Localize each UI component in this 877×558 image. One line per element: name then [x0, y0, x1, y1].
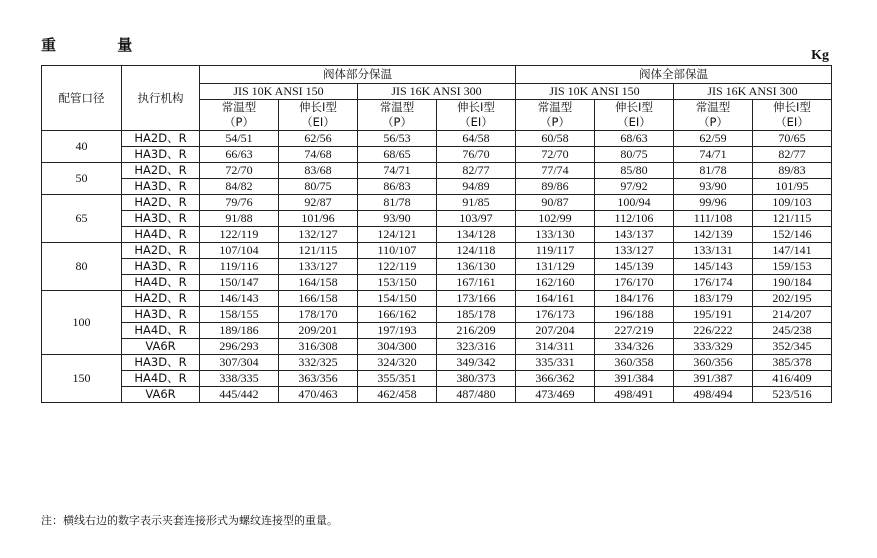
- weight-cell: 416/409: [753, 371, 832, 387]
- weight-cell: 68/63: [595, 131, 674, 147]
- header-type-extended: 伸长Ⅰ型: [279, 100, 358, 116]
- weight-cell: 363/356: [279, 371, 358, 387]
- header-group-partial-insulation: 阀体部分保温: [200, 66, 516, 84]
- header-type-normal-code: （P）: [358, 115, 437, 131]
- header-type-extended: 伸长Ⅰ型: [595, 100, 674, 116]
- header-pipe-diameter: 配管口径: [42, 66, 122, 131]
- weight-cell: 391/384: [595, 371, 674, 387]
- weight-cell: 176/173: [516, 307, 595, 323]
- weight-cell: 131/129: [516, 259, 595, 275]
- weight-cell: 62/59: [674, 131, 753, 147]
- weight-cell: 92/87: [279, 195, 358, 211]
- weight-cell: 207/204: [516, 323, 595, 339]
- header-type-normal: 常温型: [674, 100, 753, 116]
- header-type-normal: 常温型: [358, 100, 437, 116]
- weight-cell: 145/143: [674, 259, 753, 275]
- weight-cell: 136/130: [437, 259, 516, 275]
- table-row: [42, 387, 832, 403]
- weight-cell: 84/82: [200, 179, 279, 195]
- weight-cell: 76/70: [437, 147, 516, 163]
- weight-cell: 142/139: [674, 227, 753, 243]
- actuator-cell: HA3D、R: [122, 307, 200, 323]
- weight-cell: 101/95: [753, 179, 832, 195]
- header-type-extended: 伸长Ⅰ型: [437, 100, 516, 116]
- unit-label: Kg: [811, 48, 829, 63]
- weight-cell: 72/70: [200, 163, 279, 179]
- weight-cell: 183/179: [674, 291, 753, 307]
- weight-cell: 176/174: [674, 275, 753, 291]
- table-row: [42, 195, 832, 211]
- actuator-cell: HA2D、R: [122, 291, 200, 307]
- weight-cell: 134/128: [437, 227, 516, 243]
- weight-cell: 86/83: [358, 179, 437, 195]
- weight-cell: 380/373: [437, 371, 516, 387]
- weight-cell: 153/150: [358, 275, 437, 291]
- weight-cell: 334/326: [595, 339, 674, 355]
- weight-cell: 154/150: [358, 291, 437, 307]
- header-type-extended-code: （EⅠ）: [437, 115, 516, 131]
- actuator-cell: HA4D、R: [122, 275, 200, 291]
- weight-cell: 226/222: [674, 323, 753, 339]
- weight-cell: 314/311: [516, 339, 595, 355]
- weight-cell: 178/170: [279, 307, 358, 323]
- table-row: [42, 371, 832, 387]
- weight-cell: 152/146: [753, 227, 832, 243]
- footnote: 注：横线右边的数字表示夹套连接形式为螺纹连接型的重量。: [41, 514, 338, 527]
- weight-cell: 72/70: [516, 147, 595, 163]
- weight-table: [41, 65, 832, 403]
- weight-cell: 158/155: [200, 307, 279, 323]
- weight-cell: 167/161: [437, 275, 516, 291]
- table-row: [42, 179, 832, 195]
- actuator-cell: HA3D、R: [122, 355, 200, 371]
- header-rating: JIS 10K ANSI 150: [516, 84, 674, 100]
- weight-cell: 82/77: [437, 163, 516, 179]
- weight-cell: 121/115: [279, 243, 358, 259]
- weight-cell: 90/87: [516, 195, 595, 211]
- weight-cell: 304/300: [358, 339, 437, 355]
- weight-cell: 68/65: [358, 147, 437, 163]
- weight-cell: 91/88: [200, 211, 279, 227]
- weight-cell: 85/80: [595, 163, 674, 179]
- table-row: [42, 211, 832, 227]
- weight-cell: 119/117: [516, 243, 595, 259]
- pipe-diameter-cell: 80: [42, 243, 122, 291]
- weight-cell: 83/68: [279, 163, 358, 179]
- table-row: [42, 291, 832, 307]
- weight-cell: 227/219: [595, 323, 674, 339]
- weight-cell: 74/68: [279, 147, 358, 163]
- actuator-cell: HA3D、R: [122, 147, 200, 163]
- table-header: [42, 66, 832, 131]
- header-type-normal-code: （P）: [516, 115, 595, 131]
- weight-cell: 145/139: [595, 259, 674, 275]
- weight-cell: 355/351: [358, 371, 437, 387]
- weight-cell: 133/130: [516, 227, 595, 243]
- weight-cell: 99/96: [674, 195, 753, 211]
- header-rating: JIS 10K ANSI 150: [200, 84, 358, 100]
- weight-cell: 360/356: [674, 355, 753, 371]
- weight-cell: 62/56: [279, 131, 358, 147]
- weight-cell: 54/51: [200, 131, 279, 147]
- table-row: [42, 227, 832, 243]
- weight-cell: 66/63: [200, 147, 279, 163]
- actuator-cell: HA2D、R: [122, 243, 200, 259]
- header-group-full-insulation: 阀体全部保温: [516, 66, 832, 84]
- table-row: [42, 131, 832, 147]
- table-row: [42, 323, 832, 339]
- weight-cell: 70/65: [753, 131, 832, 147]
- weight-cell: 124/118: [437, 243, 516, 259]
- weight-cell: 323/316: [437, 339, 516, 355]
- weight-cell: 60/58: [516, 131, 595, 147]
- actuator-cell: HA3D、R: [122, 179, 200, 195]
- weight-cell: 498/494: [674, 387, 753, 403]
- weight-cell: 245/238: [753, 323, 832, 339]
- weight-cell: 162/160: [516, 275, 595, 291]
- weight-cell: 81/78: [674, 163, 753, 179]
- weight-cell: 462/458: [358, 387, 437, 403]
- actuator-cell: HA4D、R: [122, 371, 200, 387]
- weight-cell: 176/170: [595, 275, 674, 291]
- table-row: [42, 355, 832, 371]
- weight-cell: 93/90: [674, 179, 753, 195]
- actuator-cell: HA3D、R: [122, 211, 200, 227]
- header-type-extended: 伸长Ⅰ型: [753, 100, 832, 116]
- table-body: [42, 131, 832, 403]
- weight-cell: 360/358: [595, 355, 674, 371]
- actuator-cell: VA6R: [122, 387, 200, 403]
- weight-cell: 214/207: [753, 307, 832, 323]
- weight-cell: 93/90: [358, 211, 437, 227]
- header-type-normal-code: （P）: [200, 115, 279, 131]
- weight-cell: 185/178: [437, 307, 516, 323]
- weight-cell: 64/58: [437, 131, 516, 147]
- weight-cell: 74/71: [358, 163, 437, 179]
- weight-cell: 316/308: [279, 339, 358, 355]
- table-row: [42, 307, 832, 323]
- weight-cell: 79/76: [200, 195, 279, 211]
- weight-cell: 335/331: [516, 355, 595, 371]
- table-row: [42, 147, 832, 163]
- weight-cell: 352/345: [753, 339, 832, 355]
- pipe-diameter-cell: 40: [42, 131, 122, 163]
- weight-cell: 143/137: [595, 227, 674, 243]
- weight-cell: 338/335: [200, 371, 279, 387]
- header-rating: JIS 16K ANSI 300: [674, 84, 832, 100]
- weight-cell: 159/153: [753, 259, 832, 275]
- actuator-cell: VA6R: [122, 339, 200, 355]
- weight-cell: 110/107: [358, 243, 437, 259]
- weight-cell: 164/161: [516, 291, 595, 307]
- actuator-cell: HA2D、R: [122, 163, 200, 179]
- weight-cell: 190/184: [753, 275, 832, 291]
- header-type-extended-code: （EⅠ）: [595, 115, 674, 131]
- weight-cell: 487/480: [437, 387, 516, 403]
- pipe-diameter-cell: 65: [42, 195, 122, 243]
- weight-cell: 333/329: [674, 339, 753, 355]
- weight-cell: 166/158: [279, 291, 358, 307]
- table-row: [42, 259, 832, 275]
- weight-cell: 111/108: [674, 211, 753, 227]
- weight-cell: 77/74: [516, 163, 595, 179]
- weight-cell: 184/176: [595, 291, 674, 307]
- weight-cell: 101/96: [279, 211, 358, 227]
- actuator-cell: HA4D、R: [122, 323, 200, 339]
- weight-cell: 107/104: [200, 243, 279, 259]
- weight-cell: 470/463: [279, 387, 358, 403]
- weight-cell: 97/92: [595, 179, 674, 195]
- actuator-cell: HA2D、R: [122, 131, 200, 147]
- header-rating: JIS 16K ANSI 300: [358, 84, 516, 100]
- header-type-normal-code: （P）: [674, 115, 753, 131]
- weight-cell: 80/75: [595, 147, 674, 163]
- weight-cell: 112/106: [595, 211, 674, 227]
- weight-cell: 385/378: [753, 355, 832, 371]
- weight-cell: 498/491: [595, 387, 674, 403]
- weight-cell: 133/127: [595, 243, 674, 259]
- actuator-cell: HA2D、R: [122, 195, 200, 211]
- weight-cell: 74/71: [674, 147, 753, 163]
- weight-cell: 132/127: [279, 227, 358, 243]
- weight-cell: 332/325: [279, 355, 358, 371]
- weight-cell: 523/516: [753, 387, 832, 403]
- weight-cell: 473/469: [516, 387, 595, 403]
- pipe-diameter-cell: 50: [42, 163, 122, 195]
- weight-cell: 164/158: [279, 275, 358, 291]
- weight-cell: 307/304: [200, 355, 279, 371]
- weight-cell: 216/209: [437, 323, 516, 339]
- pipe-diameter-cell: 100: [42, 291, 122, 355]
- weight-cell: 146/143: [200, 291, 279, 307]
- weight-cell: 94/89: [437, 179, 516, 195]
- weight-cell: 82/77: [753, 147, 832, 163]
- weight-cell: 445/442: [200, 387, 279, 403]
- weight-cell: 91/85: [437, 195, 516, 211]
- weight-cell: 89/86: [516, 179, 595, 195]
- weight-cell: 150/147: [200, 275, 279, 291]
- header-actuator: 执行机构: [122, 66, 200, 131]
- weight-cell: 122/119: [200, 227, 279, 243]
- weight-cell: 349/342: [437, 355, 516, 371]
- weight-cell: 296/293: [200, 339, 279, 355]
- weight-cell: 209/201: [279, 323, 358, 339]
- weight-cell: 324/320: [358, 355, 437, 371]
- actuator-cell: HA4D、R: [122, 227, 200, 243]
- weight-cell: 56/53: [358, 131, 437, 147]
- table-row: [42, 275, 832, 291]
- weight-cell: 147/141: [753, 243, 832, 259]
- weight-cell: 196/188: [595, 307, 674, 323]
- weight-cell: 195/191: [674, 307, 753, 323]
- table-row: [42, 339, 832, 355]
- weight-cell: 202/195: [753, 291, 832, 307]
- weight-cell: 102/99: [516, 211, 595, 227]
- weight-cell: 103/97: [437, 211, 516, 227]
- document-title: 重 量: [41, 36, 161, 54]
- weight-cell: 366/362: [516, 371, 595, 387]
- weight-cell: 122/119: [358, 259, 437, 275]
- actuator-cell: HA3D、R: [122, 259, 200, 275]
- weight-cell: 133/131: [674, 243, 753, 259]
- weight-cell: 124/121: [358, 227, 437, 243]
- weight-cell: 119/116: [200, 259, 279, 275]
- table-row: [42, 243, 832, 259]
- weight-cell: 166/162: [358, 307, 437, 323]
- table-row: [42, 163, 832, 179]
- header-type-extended-code: （EⅠ）: [279, 115, 358, 131]
- header-type-normal: 常温型: [200, 100, 279, 116]
- weight-cell: 189/186: [200, 323, 279, 339]
- weight-cell: 100/94: [595, 195, 674, 211]
- weight-cell: 197/193: [358, 323, 437, 339]
- weight-cell: 121/115: [753, 211, 832, 227]
- header-type-normal: 常温型: [516, 100, 595, 116]
- weight-cell: 391/387: [674, 371, 753, 387]
- weight-cell: 80/75: [279, 179, 358, 195]
- weight-cell: 89/83: [753, 163, 832, 179]
- weight-cell: 173/166: [437, 291, 516, 307]
- weight-cell: 109/103: [753, 195, 832, 211]
- weight-cell: 81/78: [358, 195, 437, 211]
- header-type-extended-code: （EⅠ）: [753, 115, 832, 131]
- weight-cell: 133/127: [279, 259, 358, 275]
- pipe-diameter-cell: 150: [42, 355, 122, 403]
